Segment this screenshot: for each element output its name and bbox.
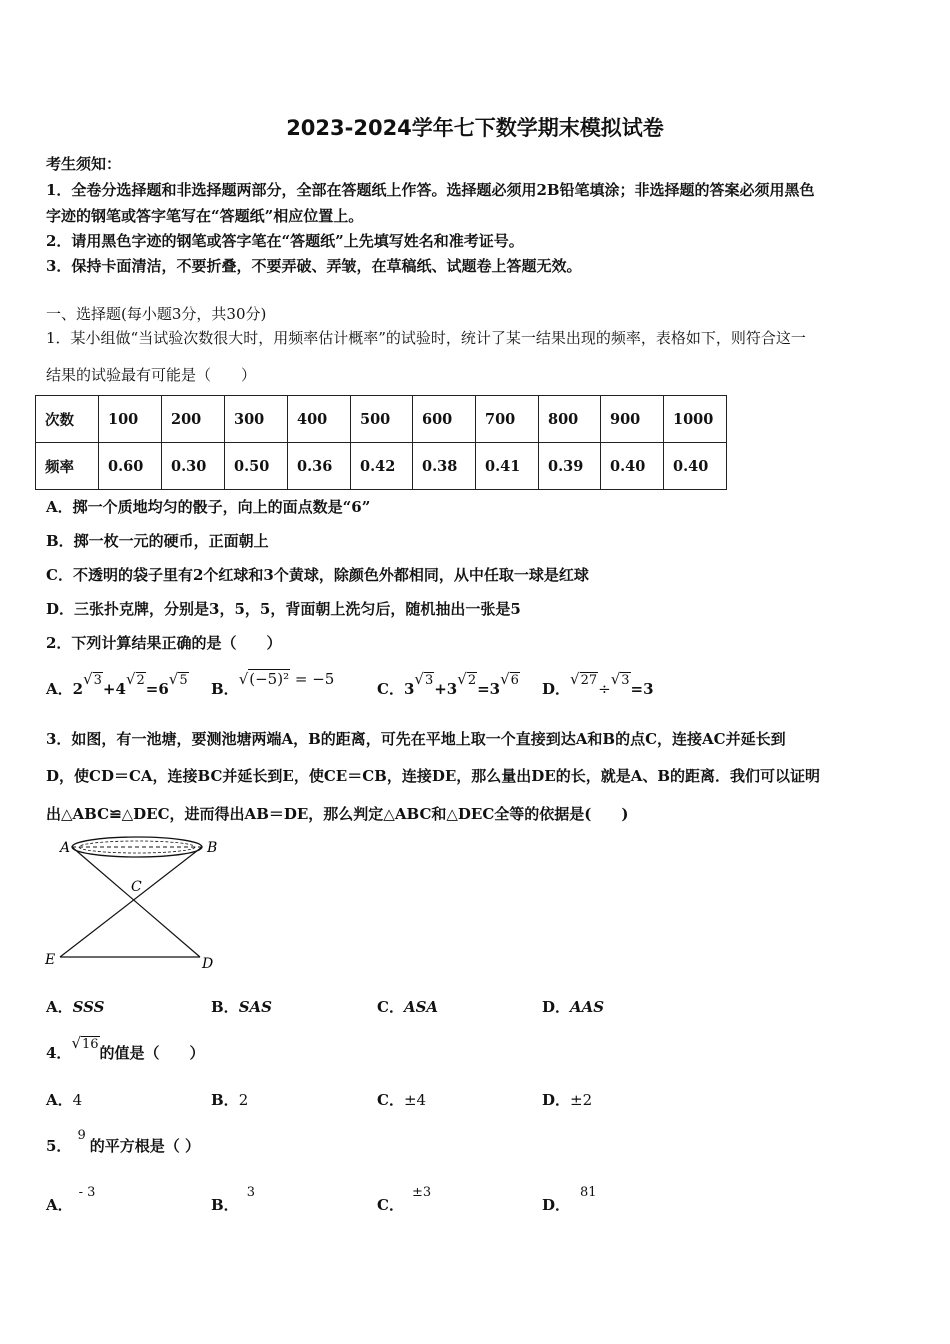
- radicand: 5: [179, 673, 188, 688]
- q2-stem: 2．下列计算结果正确的是（ ）: [46, 634, 282, 652]
- q2-option-b: [211, 670, 335, 699]
- q2-option-d: [542, 670, 654, 699]
- notice-item-1: 1．全卷分选择题和非选择题两部分，全部在答题纸上作答。选择题必须用2B铅笔填涂；非选择题的答案必须用黑色: [46, 181, 815, 199]
- option-label: D．: [542, 680, 571, 698]
- point-label-a: A: [60, 840, 71, 856]
- sqrt-icon: √: [71, 1034, 81, 1052]
- table-row: [36, 396, 727, 443]
- radicand: 2: [136, 673, 145, 688]
- sqrt-icon: √: [457, 670, 467, 688]
- q4-option-c: [377, 1089, 426, 1110]
- table-cell: 100: [99, 396, 162, 443]
- table-cell: 频率: [36, 443, 99, 490]
- operator: ÷: [598, 680, 611, 698]
- equals: =6: [145, 680, 169, 698]
- radicand: 3: [424, 673, 434, 688]
- sqrt-icon: √: [168, 670, 179, 688]
- question-number: 4．: [46, 1044, 72, 1062]
- q4-option-a: [46, 1089, 82, 1110]
- q3-option-d: [542, 996, 604, 1017]
- q2-option-a: [46, 670, 189, 699]
- coefficient: 2: [72, 680, 84, 698]
- table-cell: 0.50: [225, 443, 288, 490]
- q5-value: 9: [77, 1128, 86, 1143]
- table-cell: 1000: [664, 396, 727, 443]
- option-label: A．: [46, 680, 73, 698]
- option-value: SSS: [72, 998, 105, 1016]
- q3-stem-line3: 出△ABC≌△DEC，进而得出AB＝DE，那么判定△ABC和△DEC全等的依据是( ): [46, 805, 629, 823]
- q3-option-c: [377, 996, 438, 1017]
- q5-option-d: [542, 1185, 597, 1215]
- table-cell: 0.36: [288, 443, 351, 490]
- table-cell: 700: [476, 396, 539, 443]
- table-cell: 900: [601, 396, 664, 443]
- notice-item-1-cont: 字迹的钢笔或答字笔写在“答题纸”相应位置上。: [46, 207, 364, 225]
- q1-option-b: B．掷一枚一元的硬币，正面朝上: [46, 532, 269, 550]
- option-value: - 3: [78, 1185, 96, 1200]
- notice-item-3: 3．保持卡面清洁，不要折叠，不要弄破、弄皱，在草稿纸、试题卷上答题无效。: [46, 257, 582, 275]
- option-label: B．: [211, 1091, 239, 1109]
- q5-stem: [46, 1128, 200, 1156]
- q3-option-b: [211, 996, 272, 1017]
- point-label-b: B: [207, 840, 218, 856]
- sqrt-icon: √: [610, 670, 621, 688]
- q3-figure: [40, 830, 230, 975]
- q3-stem-line2: D，使CD＝CA，连接BC并延长到E，使CE＝CB，连接DE，那么量出DE的长，就是A、B的距离．我们可以证明: [46, 767, 821, 785]
- option-label: D．: [542, 1091, 571, 1109]
- option-label: D．: [542, 998, 571, 1016]
- radicand: (−5)²: [249, 670, 290, 688]
- question-number: 5．: [46, 1137, 72, 1155]
- option-value: ASA: [403, 998, 439, 1016]
- option-value: ±2: [570, 1091, 593, 1109]
- option-value: 4: [72, 1091, 83, 1109]
- q1-stem: 1．某小组做“当试验次数很大时，用频率估计概率”的试验时，统计了某一结果出现的频率，表格如下，则符合这一: [46, 329, 806, 347]
- sqrt-icon: √: [414, 670, 424, 688]
- option-value: AAS: [570, 998, 605, 1016]
- section-heading: 一、选择题(每小题3分，共30分): [46, 305, 267, 323]
- q1-option-d: D．三张扑克牌，分别是3，5，5，背面朝上洗匀后，随机抽出一张是5: [46, 600, 521, 618]
- option-label: C．: [377, 998, 404, 1016]
- equals: =3: [630, 680, 654, 698]
- option-value: 81: [580, 1185, 597, 1200]
- sqrt-icon: √: [238, 670, 249, 688]
- table-cell: 次数: [36, 396, 99, 443]
- sqrt-icon: √: [83, 670, 93, 688]
- option-value: ±3: [411, 1185, 432, 1200]
- radicand: 16: [82, 1037, 99, 1052]
- point-label-e: E: [45, 952, 56, 968]
- option-label: B．: [211, 1196, 239, 1214]
- q1-stem-cont: 结果的试验最有可能是（ ）: [46, 366, 257, 384]
- table-cell: 500: [351, 396, 413, 443]
- q5-tail: 的平方根是（ ）: [89, 1137, 200, 1155]
- option-value: SAS: [238, 998, 272, 1016]
- table-cell: 0.38: [413, 443, 476, 490]
- option-label: B．: [211, 998, 239, 1016]
- q3-option-a: [46, 996, 104, 1017]
- table-cell: 600: [413, 396, 476, 443]
- frequency-table: [35, 395, 727, 490]
- table-cell: 0.42: [351, 443, 413, 490]
- table-cell: 800: [539, 396, 601, 443]
- rhs: = −5: [290, 670, 335, 688]
- q1-option-a: A．掷一个质地均匀的骰子，向上的面点数是“6”: [46, 498, 371, 516]
- option-label: A．: [46, 998, 73, 1016]
- q4-tail: 的值是（ ）: [99, 1044, 205, 1062]
- sqrt-icon: √: [500, 670, 510, 688]
- point-label-d: D: [202, 956, 214, 972]
- option-label: C．: [377, 1091, 404, 1109]
- table-cell: 0.39: [539, 443, 601, 490]
- radicand: 2: [467, 673, 477, 688]
- radicand: 6: [510, 673, 519, 688]
- option-value: ±4: [403, 1091, 427, 1109]
- option-label: A．: [46, 1196, 73, 1214]
- option-label: C．: [377, 680, 404, 698]
- option-value: 2: [238, 1091, 249, 1109]
- equals: =3: [477, 680, 501, 698]
- q4-option-d: [542, 1089, 592, 1110]
- point-label-c: C: [131, 879, 142, 895]
- table-cell: 0.40: [601, 443, 664, 490]
- radicand: 27: [580, 673, 598, 688]
- option-label: B．: [211, 680, 239, 698]
- q5-option-b: [211, 1185, 255, 1215]
- radicand: 3: [621, 673, 630, 688]
- page-title: 2023-2024学年七下数学期末模拟试卷: [286, 116, 664, 140]
- notice-item-2: 2．请用黑色字迹的钢笔或答字笔在“答题纸”上先填写姓名和准考证号。: [46, 232, 524, 250]
- q1-option-c: C．不透明的袋子里有2个红球和3个黄球，除颜色外都相同，从中任取一球是红球: [46, 566, 589, 584]
- table-cell: 0.30: [162, 443, 225, 490]
- q5-option-a: [46, 1185, 96, 1215]
- option-value: 3: [246, 1185, 255, 1200]
- operator: +3: [434, 680, 458, 698]
- q3-stem-line1: 3．如图，有一池塘，要测池塘两端A，B的距离，可先在平地上取一个直接到达A和B的点C，连接AC并延长到: [46, 730, 786, 748]
- q5-option-c: [377, 1185, 432, 1215]
- q4-stem: [46, 1034, 205, 1063]
- sqrt-icon: √: [125, 670, 136, 688]
- table-cell: 0.60: [99, 443, 162, 490]
- radicand: 3: [93, 673, 102, 688]
- coefficient: 3: [403, 680, 415, 698]
- option-label: A．: [46, 1091, 73, 1109]
- notice-heading: 考生须知：: [46, 155, 122, 173]
- q4-option-b: [211, 1089, 248, 1110]
- table-row: [36, 443, 727, 490]
- table-cell: 200: [162, 396, 225, 443]
- sqrt-icon: √: [570, 670, 580, 688]
- table-cell: 400: [288, 396, 351, 443]
- operator: +4: [102, 680, 126, 698]
- table-cell: 0.41: [476, 443, 539, 490]
- option-label: D．: [542, 1196, 571, 1214]
- option-label: C．: [377, 1196, 404, 1214]
- table-cell: 0.40: [664, 443, 727, 490]
- table-cell: 300: [225, 396, 288, 443]
- q2-option-c: [377, 670, 520, 699]
